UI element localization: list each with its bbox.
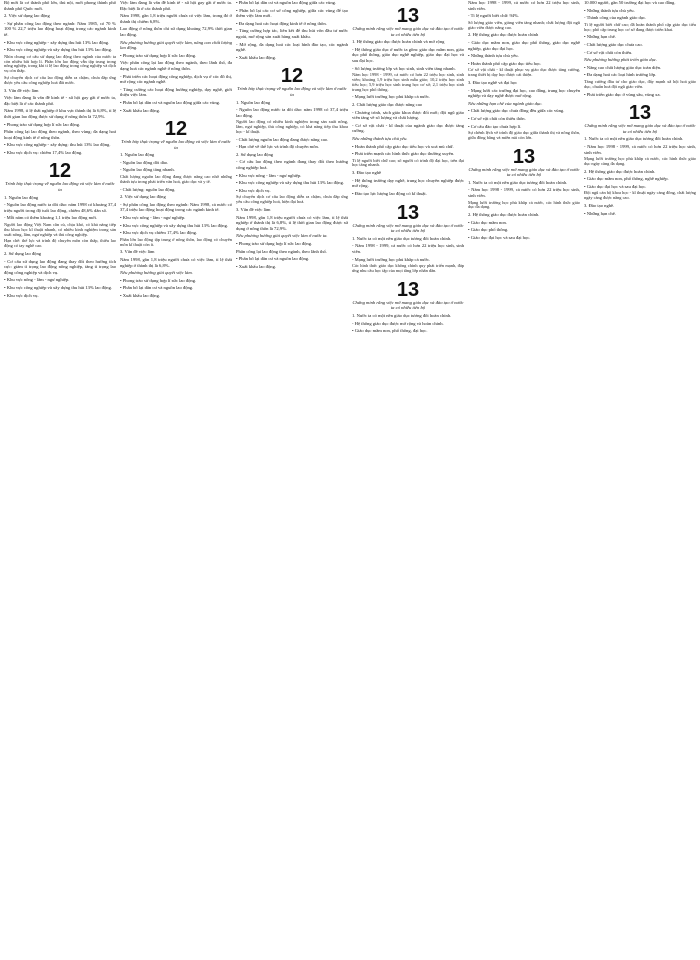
paragraph: - Chất lượng: nguồn lao động. xyxy=(120,186,176,192)
paragraph: 1. Nguồn lao động xyxy=(120,152,155,158)
paragraph: • Phân bố lại các cơ sở công nghiệp, giữa các vùng để tạo thêm việc làm mới. xyxy=(236,7,348,19)
paragraph: 3. Vấn đề việc làm xyxy=(236,207,271,213)
paragraph: - Năm học 1998 - 1999, cả nước có hơn 22 triệu học sinh, sinh viên. xyxy=(468,187,580,199)
paragraph: • Nâng cao chất lượng giáo dục toàn diện. xyxy=(584,64,662,70)
question-prompt: Chứng minh rằng việc mở mang giáo dục và đào tạo ở nước ta có nhiều tiến bộ xyxy=(468,166,580,178)
paragraph: 10.000 người, gần 50 trường đại học và cao đẳng. xyxy=(584,0,676,5)
paragraph: - Tỉ lệ người biết chữ: 94%. xyxy=(468,13,520,19)
paragraph: - Mỗi năm có thêm khoảng 1,1 triệu lao động mới. xyxy=(4,215,98,221)
paragraph: Bộ mới là cơ thành phố lớn, thủ nội, mới phong thành phố thành phố Quốc mới. xyxy=(4,0,116,11)
paragraph: Phần lớn lao động tập trung ở nông thôn, lao động có chuyên môn kĩ thuật còn ít. xyxy=(120,236,232,247)
paragraph: 2. Việc sử dụng lao động xyxy=(120,194,166,200)
paragraph: - Hệ thống giáo dục ở nước ta gồm: giáo dục mầm non, giáo dục phổ thông, giáo dục nghề nghiệp, giáo dục đại học và sau đại học. xyxy=(352,46,464,63)
text-column-2 xyxy=(120,0,232,960)
question-prompt: Chứng minh rằng việc mở mang giáo dục và đào tạo ở nước ta có nhiều tiến bộ xyxy=(352,299,464,311)
paragraph: Năm học 1998 - 1999, cả nước có hơn 22 triệu học sinh, sinh viên; khoảng 1,9 triệu học sinh mẫu giáo; 10,2 triệu học sinh tiểu học; 5,9 triệu học sinh trung học cơ sở; 2,1 triệu học sinh trung học phổ thông. xyxy=(352,72,464,92)
paragraph: - Hạn chế về thể lực và trình độ chuyên môn. xyxy=(236,144,319,150)
paragraph: • Phong trào sử dụng hợp lí sức lao động. xyxy=(120,52,197,58)
paragraph: - Hệ thống giáo dục được mở rộng và hoàn chỉnh. xyxy=(352,320,444,326)
paragraph: Tỉ lệ người biết chữ cao; số người có trình độ đại học, trên đại học tăng nhanh. xyxy=(352,157,464,168)
question-text: Nêu phương hướng giải quyết việc làm ở nước ta. xyxy=(236,233,328,239)
paragraph: - Tăng cường các hoạt động hướng nghiệp, dạy nghề, giới thiệu việc làm. xyxy=(120,86,232,98)
paragraph: • Hoàn thành phổ cập giáo dục tiểu học và xoá mù chữ. xyxy=(352,143,454,149)
paragraph: • Giáo dục mầm non, phổ thông, nghề nghiệp. xyxy=(584,176,669,182)
paragraph: 1. Nguồn lao động xyxy=(4,194,39,200)
text-column-6 xyxy=(584,0,696,960)
paragraph: - Cơ sở vật chất - kĩ thuật của ngành giáo dục được tăng cường. xyxy=(352,122,464,134)
paragraph: Sự chuyển dịch cơ cấu lao động diễn ra chậm, chưa đáp ứng yêu cầu công nghiệp hoá, hiện đại hoá. xyxy=(236,194,348,205)
paragraph: • Xuất khẩu lao động. xyxy=(236,54,277,60)
paragraph: Nhìn chung cơ cấu sử dụng lao động theo ngành của nước ta còn nhiều bất hợp lí. Phần lớn lao động vẫn tập trung trong nông nghiệp, trong khi tỉ lệ lao động trong công nghiệp và dịch vụ còn thấp. xyxy=(4,53,116,74)
paragraph: - Thành công của ngành giáo dục. xyxy=(584,15,647,21)
question-number: 13 xyxy=(396,278,420,301)
paragraph: • Khu vực dịch vụ. xyxy=(236,187,271,193)
paragraph: Năm 1998, gần 1,8 triệu người chưa có việc làm, tỉ lệ thất nghiệp ở thành thị là 6,8%. xyxy=(120,257,232,268)
paragraph: - Số lượng trường lớp và học sinh, sinh viên tăng nhanh. xyxy=(352,65,456,71)
paragraph: Người lao động Việt Nam cần cù, chịu khó, có khả năng tiếp thu khoa học kĩ thuật nhanh, có nhiều kinh nghiệm trong sản xuất nông, lâm, ngư nghiệp và thủ công nghiệp. xyxy=(4,222,116,237)
paragraph: 1. Nước ta có một nền giáo dục tương đối hoàn chỉnh. xyxy=(352,235,452,241)
paragraph: Mạng lưới trường học phủ khắp cả nước, các hình thức giáo dục ngày càng đa dạng. xyxy=(584,156,696,166)
paragraph: - Tăng cường hợp tác, liên kết để thu hút vốn đầu tư nước ngoài, mở rộng sản xuất hàng xuất khẩu. xyxy=(236,28,348,39)
paragraph: • Phong trào sử dụng hợp lí sức lao động. xyxy=(4,121,81,127)
paragraph: - Cơ cấu lao động theo ngành đang thay đổi theo hướng công nghiệp hoá. xyxy=(236,159,348,171)
paragraph: 2. Hệ thống giáo dục được hoàn chỉnh. xyxy=(468,212,540,218)
question-prompt: Trình bày thực trạng về nguồn lao động và việc làm ở nước ta xyxy=(237,86,347,97)
question-prompt: Chứng minh rằng việc mở mang giáo dục và đào tạo ở nước ta có nhiều tiến bộ xyxy=(352,222,464,234)
paragraph: • Giáo dục đại học và sau đại học. xyxy=(584,183,647,189)
paragraph: Cơ sở vật chất - kĩ thuật phục vụ giáo dục được tăng cường, trang thiết bị dạy học được cải thiện. xyxy=(468,67,580,78)
paragraph: • Cơ cấu đào tạo chưa hợp lí. xyxy=(468,123,522,129)
paragraph: - Cơ sở vật chất còn thiếu. xyxy=(584,49,633,55)
paragraph: • Xuất khẩu lao động. xyxy=(120,107,161,113)
paragraph: • Giáo dục phổ thông. xyxy=(468,227,509,233)
paragraph: - Chất lượng giáo dục chưa cao. xyxy=(584,41,643,47)
paragraph: • Những thành tựu chủ yếu. xyxy=(468,53,519,59)
paragraph: - Mở rộng, đa dạng hoá các loại hình đào tạo, các ngành nghề. xyxy=(236,41,348,53)
paragraph: Sự chuyển dịch cơ cấu lao động diễn ra chậm, chưa đáp ứng được yêu cầu công nghiệp hoá đất nước. xyxy=(4,74,116,85)
paragraph: • Đa dạng hoá các loại hình trường lớp. xyxy=(584,72,657,78)
paragraph: 2. Sử dụng lao động xyxy=(4,251,42,257)
paragraph: Phân công lại lao động theo ngành, theo lãnh thổ. xyxy=(236,248,327,254)
question-number: 12 xyxy=(280,65,304,88)
paragraph: 2. Chất lượng giáo dục được nâng cao xyxy=(352,101,423,107)
paragraph: 2. Sử dụng lao động xyxy=(236,151,274,157)
question-text: Nêu những hạn chế của ngành giáo dục. xyxy=(468,100,543,106)
paragraph: 1. Nước ta có một nền giáo dục tương đối hoàn chỉnh. xyxy=(584,136,684,142)
paragraph: 1. Hệ thống giáo dục được hoàn chỉnh và mở rộng xyxy=(352,39,445,45)
paragraph: 3. Vấn đề việc làm xyxy=(120,249,155,255)
question-text: Nêu những thành tựu chủ yếu. xyxy=(352,135,408,141)
paragraph: 2. Hệ thống giáo dục được hoàn chỉnh. xyxy=(584,168,656,174)
paragraph: • Phong trào sử dụng hợp lí sức lao động. xyxy=(236,241,313,247)
paragraph: • Khu vực công nghiệp và xây dựng thu hút 13% lao động. xyxy=(4,284,113,290)
question-text: Nêu phương hướng phát triển giáo dục. xyxy=(584,57,658,63)
paragraph: • Phân bố lại dân cư và nguồn lao động. xyxy=(236,256,310,262)
paragraph: • Phân bố lại dân cư và nguồn lao động giữa các vùng. xyxy=(120,99,221,105)
text-column-4 xyxy=(352,0,464,960)
paragraph: Năm 1998, gần 1,8 triệu người chưa có việc làm, trong đó ở thành thị chiếm 6,8%. xyxy=(120,13,232,24)
paragraph: • Phát triển mạnh các hình thức giáo dục thường xuyên. xyxy=(352,151,455,157)
paragraph: Hạn chế: thể lực và trình độ chuyên môn còn thấp, thiếu lao động có tay nghề cao. xyxy=(4,238,116,249)
paragraph: • Khu vực nông - lâm - ngư nghiệp. xyxy=(4,277,70,283)
paragraph: • Khu vực dịch vụ: chiếm 17,4% lao động. xyxy=(4,149,83,155)
paragraph: Các hình thức giáo dục không chính quy phát triển mạnh, đáp ứng nhu cầu học tập của mọi tầng lớp nhân dân. xyxy=(352,263,464,274)
paragraph: • Khu vực dịch vụ chiếm 17,4% lao động. xyxy=(120,230,198,236)
paragraph: Sự chênh lệch về trình độ giáo dục giữa thành thị và nông thôn, giữa đồng bằng và miền núi còn lớn. xyxy=(468,130,580,140)
paragraph: • Phân bố lại dân cư và nguồn lao động. xyxy=(120,285,194,291)
paragraph: Phân công lại lao động theo ngành, theo vùng; đa dạng hoá hoạt động kinh tế ở nông thôn. xyxy=(4,129,116,140)
paragraph: 3. Đào tạo nghề. xyxy=(584,203,615,209)
paragraph: - Nguồn lao động nước ta dồi dào: năm 1998 có 37,4 triệu lao động. xyxy=(236,107,348,118)
paragraph: - Năm học 1998 - 1999, cả nước có hơn 22 triệu học sinh, sinh viên. xyxy=(584,143,696,155)
question-prompt: Trình bày thực trạng về nguồn lao động và việc làm ở nước ta xyxy=(5,181,115,193)
paragraph: - Nguồn lao động nước ta dồi dào: năm 1998 có khoảng 37,4 triệu người trong độ tuổi lao động, chiếm 48,6% dân số. xyxy=(4,202,116,213)
paragraph: - Giáo dục mầm non, giáo dục phổ thông, giáo dục nghề nghiệp, giáo dục đại học. xyxy=(468,39,580,51)
paragraph: Chất lượng nguồn lao động đang được nâng cao nhờ những thành tựu trong phát triển văn hoá, giáo dục và y tế. xyxy=(120,174,232,184)
question-number: 13 xyxy=(396,5,420,27)
paragraph: 3. Vấn đề việc làm xyxy=(4,87,39,93)
paragraph: • Phân bố lại dân cư và nguồn lao động giữa các vùng. xyxy=(236,0,337,5)
paragraph: - Nguồn lao động dồi dào. xyxy=(120,159,169,165)
paragraph: • Giáo dục mầm non. xyxy=(468,219,507,225)
paragraph: Người lao động có nhiều kinh nghiệm trong sản xuất nông, lâm, ngư nghiệp, thủ công nghiệp, có khả năng tiếp thu khoa học - kĩ thuật. xyxy=(236,119,348,134)
paragraph: • Những hạn chế. xyxy=(584,34,616,40)
paragraph: • Phát triển giáo dục ở vùng sâu, vùng xa. xyxy=(584,91,661,97)
paragraph: 1. Nguồn lao động xyxy=(236,99,271,105)
paragraph: • Những hạn chế. xyxy=(584,210,616,216)
text-column-5 xyxy=(468,0,580,960)
paragraph: - Hệ thống trường dạy nghề, trung học chuyên nghiệp được mở rộng. xyxy=(352,177,464,189)
paragraph: - Phát triển các hoạt động công nghiệp, dịch vụ ở các đô thị, mở rộng các ngành nghề. xyxy=(120,73,232,85)
question-number: 12 xyxy=(48,160,72,183)
paragraph: • Đào tạo lực lượng lao động có kĩ thuật. xyxy=(352,191,427,197)
paragraph: • Những thành tựu chủ yếu. xyxy=(584,7,635,13)
paragraph: - Chương trình, sách giáo khoa được đổi mới; đội ngũ giáo viên tăng về số lượng và chất lượng. xyxy=(352,109,464,121)
paragraph: • Giáo dục đại học và sau đại học. xyxy=(468,235,531,241)
paragraph: Việc làm đang là vấn đề kinh tế - xã hội gay gắt ở nước ta. Đặc biệt là ở các thành phố. xyxy=(120,0,232,11)
paragraph: • Khu vực nông - lâm - ngư nghiệp. xyxy=(120,215,186,221)
question-number: 13 xyxy=(512,145,536,168)
paragraph: • Hoàn thành phổ cập giáo dục tiểu học. xyxy=(468,60,542,66)
paragraph: • Xuất khẩu lao động. xyxy=(236,263,277,269)
paragraph: • Phong trào sử dụng hợp lí sức lao động. xyxy=(120,277,197,283)
text-column-3 xyxy=(236,0,348,960)
paragraph: 1. Nước ta có một nền giáo dục tương đối hoàn chỉnh. xyxy=(352,313,452,318)
paragraph: • Khu vực nông - lâm - ngư nghiệp. xyxy=(236,172,302,178)
paragraph: Việc phân công lại lao động theo ngành, theo lãnh thổ, đa dạng hoá các ngành nghề ở nông thôn. xyxy=(120,60,232,71)
question-number: 13 xyxy=(396,201,420,224)
paragraph: • Khu vực công nghiệp - xây dựng: thu hút 13% lao động. xyxy=(4,142,111,148)
paragraph: - Chất lượng nguồn lao động đang được nâng cao. xyxy=(236,136,329,142)
paragraph: Năm 1998, tỉ lệ thất nghiệp ở khu vực thành thị là 6,8%, tỉ lệ thời gian lao động được sử dụng ở nông thôn là 72,9%. xyxy=(4,108,116,119)
paragraph: - Mạng lưới trường học phủ khắp cả nước. xyxy=(352,256,431,262)
paragraph: - Sự phân công lao động theo ngành: Năm 1998, cả nước có 37,4 triệu lao động hoạt động trong các ngành kinh tế. xyxy=(120,201,232,213)
paragraph: • Khu vực công nghiệp và xây dựng thu hút 13% lao động. xyxy=(4,47,113,53)
paragraph: - Nguồn lao động tăng nhanh. xyxy=(120,167,175,173)
paragraph: • Xuất khẩu lao động. xyxy=(120,292,161,298)
paragraph: Tăng cường đầu tư cho giáo dục, đẩy mạnh xã hội hoá giáo dục, chuẩn hoá đội ngũ giáo viên. xyxy=(584,78,696,89)
paragraph: Đội ngũ cán bộ khoa học - kĩ thuật ngày càng đông, chất lượng ngày càng được nâng cao. xyxy=(584,190,696,201)
paragraph: • Khu vực công nghiệp và xây dựng thu hút 13% lao động. xyxy=(236,180,345,186)
paragraph: Lao động ở nông thôn chỉ sử dụng khoảng 72,9% thời gian lao động. xyxy=(120,26,232,37)
paragraph: - Mạng lưới các trường đại học, cao đẳng, trung học chuyên nghiệp và dạy nghề được mở rộng. xyxy=(468,87,580,99)
question-prompt: Chứng minh rằng việc mở mang giáo dục và đào tạo ở nước ta có nhiều tiến bộ xyxy=(584,123,696,134)
paragraph: • Khu vực dịch vụ. xyxy=(4,292,39,298)
paragraph: Năm 1998, gần 1,8 triệu người chưa có việc làm, tỉ lệ thất nghiệp ở thành thị là 6,8%, tỉ lệ thời gian lao động được sử dụng ở nông thôn là 72,9%. xyxy=(236,214,348,231)
paragraph: Năm học 1998 - 1999, cả nước có hơn 22 triệu học sinh, sinh viên. xyxy=(468,0,580,11)
text-column-1 xyxy=(4,0,116,960)
paragraph: - Mạng lưới trường học phủ khắp cả nước. xyxy=(352,94,431,100)
paragraph: 2. Việc sử dụng lao động xyxy=(4,13,50,19)
question-text: Nêu phương hướng giải quyết việc làm. xyxy=(120,270,193,276)
paragraph: • Cơ sở vật chất còn thiếu thốn. xyxy=(468,115,526,121)
paragraph: • Chất lượng giáo dục chưa đồng đều giữa các vùng. xyxy=(468,108,565,114)
question-text: Nêu phương hướng giải quyết việc làm, nâng cao chất lượng lao động. xyxy=(120,39,232,51)
question-number: 12 xyxy=(164,118,188,141)
paragraph: • Khu vực công nghiệp và xây dựng thu hút 13% lao động. xyxy=(120,222,229,228)
paragraph: • Khu vực công nghiệp - xây dựng thu hút 13% lao động. xyxy=(4,39,110,45)
question-prompt: Chứng minh rằng việc mở mang giáo dục và đào tạo ở nước ta có nhiều tiến bộ xyxy=(352,26,464,37)
paragraph: 3. Đào tạo nghề xyxy=(352,170,382,176)
question-prompt: Trình bày thực trạng về nguồn lao động và việc làm ở nước ta xyxy=(121,139,231,150)
paragraph: - Sự phân công lao động theo ngành: Năm 1985, có 70 % 100 % 22,7 triệu lao động hoạt động trong các ngành kinh tế. xyxy=(4,20,116,37)
paragraph: Mạng lưới trường học phủ khắp cả nước, các hình thức giáo dục đa dạng. xyxy=(468,199,580,210)
paragraph: Tỉ lệ người biết chữ cao; đã hoàn thành phổ cập giáo dục tiểu học; phổ cập trung học cơ sở đang được triển khai. xyxy=(584,21,696,32)
paragraph: 2. Hệ thống giáo dục được hoàn chỉnh xyxy=(468,32,539,38)
paragraph: - Năm 1998 - 1999, cả nước có hơn 22 triệu học sinh, sinh viên. xyxy=(352,243,464,255)
paragraph: Việc làm đang là vấn đề kinh tế - xã hội gay gắt ở nước ta, đặc biệt là ở các thành phố. xyxy=(4,95,116,106)
paragraph: 3. Đào tạo nghề và đại học xyxy=(468,79,518,85)
paragraph: Số lượng giáo viên, giảng viên tăng nhanh; chất lượng đội ngũ giáo viên được nâng cao. xyxy=(468,19,580,30)
question-number: 13 xyxy=(628,102,652,125)
paragraph: 1. Nước ta có một nền giáo dục tương đối hoàn chỉnh. xyxy=(468,179,568,185)
paragraph: • Giáo dục mầm non, phổ thông, đại học. xyxy=(352,328,428,334)
paragraph: - Cơ cấu sử dụng lao động đang thay đổi theo hướng tích cực: giảm tỉ trọng lao động nông nghiệp, tăng tỉ trọng lao động công nghiệp và dịch vụ. xyxy=(4,258,116,275)
paragraph: • Đa dạng hoá các hoạt động kinh tế ở nông thôn. xyxy=(236,20,327,26)
